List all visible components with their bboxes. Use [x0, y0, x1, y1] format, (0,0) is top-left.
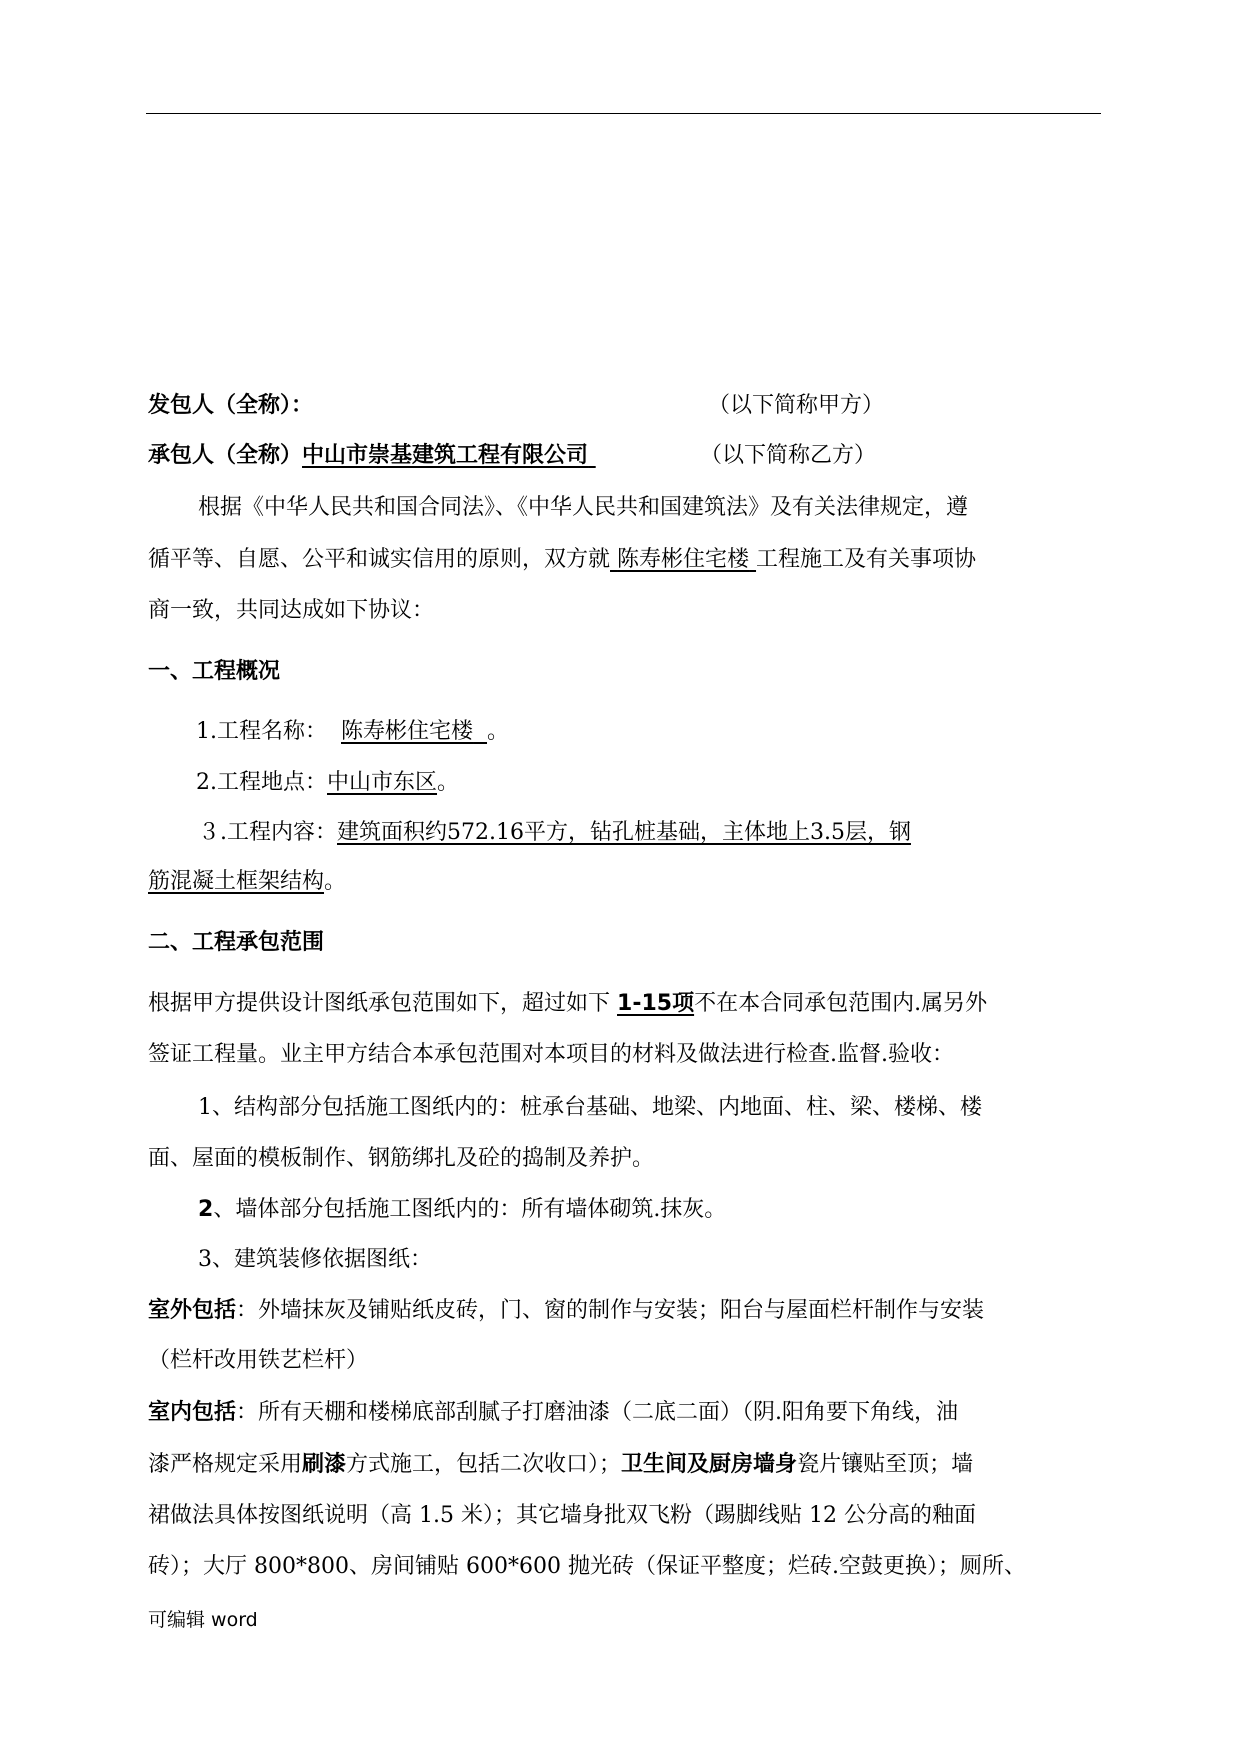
indoor-line-1	[148, 1395, 958, 1426]
item-3-label: ３.工程内容：	[198, 820, 337, 845]
item-3-cont	[148, 864, 346, 895]
intro-line-3: 商一致，共同达成如下协议：	[148, 598, 435, 623]
outdoor-line-1	[148, 1293, 984, 1324]
indoor-line-4: 砖）；大厅 800*800、房间铺贴 600*600 抛光砖（保证平整度；烂砖.空鼓更换）；厕所、	[148, 1554, 1026, 1579]
outdoor-label: 室外包括	[148, 1298, 237, 1323]
item-1-value: 陈寿彬住宅楼	[341, 719, 474, 744]
scope-line-1	[148, 986, 987, 1017]
item-3-end: 。	[324, 869, 347, 894]
item-1	[196, 714, 509, 745]
party-a-abbr: （以下简称甲方）	[708, 393, 885, 418]
item-3-value-2: 筋混凝土框架结构	[148, 869, 325, 894]
scope-post: 不在本合同承包范围内.属另外	[694, 991, 988, 1016]
party-b-line	[148, 438, 640, 469]
item-1-end: 。	[487, 719, 510, 744]
indoor-line-2-mid: 方式施工，包括二次收口）；	[346, 1452, 622, 1477]
item-1-label: 1.工程名称：	[196, 719, 327, 744]
indoor-line-2-post: 瓷片镶贴至顶；墙	[797, 1452, 974, 1477]
scope-items: 1-15项	[617, 991, 695, 1016]
section-2-title: 二、工程承包范围	[148, 930, 325, 955]
wall-line	[198, 1192, 726, 1223]
outdoor-line-2: （栏杆改用铁艺栏杆）	[148, 1348, 369, 1373]
indoor-line-2	[148, 1447, 973, 1478]
header-rule	[146, 113, 1101, 114]
scope-pre: 根据甲方提供设计图纸承包范围如下，超过如下	[148, 991, 611, 1016]
section-1-title: 一、工程概况	[148, 659, 281, 684]
wall-text: 、墙体部分包括施工图纸内的：所有墙体砌筑.抹灰。	[213, 1197, 727, 1222]
structure-line-1: 1、结构部分包括施工图纸内的：桩承台基础、地梁、内地面、柱、梁、楼梯、楼	[198, 1095, 982, 1120]
intro-project-name: 陈寿彬住宅楼	[617, 547, 750, 572]
item-2-label: 2.工程地点：	[196, 770, 327, 795]
indoor-line-2-pre: 漆严格规定采用	[148, 1452, 303, 1477]
item-2-value: 中山市东区	[327, 770, 438, 795]
decoration-line: 3、建筑装修依据图纸：	[198, 1247, 432, 1272]
intro-line-2-pre: 循平等、自愿、公平和诚实信用的原则，双方就	[148, 547, 611, 572]
item-2-end: 。	[437, 770, 460, 795]
item-2	[196, 765, 459, 796]
party-b-label: 承包人（全称）	[148, 443, 303, 468]
indoor-text-1: ：所有天棚和楼梯底部刮腻子打磨油漆（二底二面）（阴.阳角要下角线，油	[236, 1400, 959, 1425]
wall-num: 2	[198, 1197, 214, 1222]
intro-line-1: 根据《中华人民共和国合同法》、《中华人民共和国建筑法》及有关法律规定，遵	[198, 495, 969, 520]
scope-line-2: 签证工程量。业主甲方结合本承包范围对本项目的材料及做法进行检查.监督.验收：	[148, 1042, 954, 1067]
intro-line-2	[148, 542, 976, 573]
party-b-name: 中山市崇基建筑工程有限公司	[302, 443, 589, 468]
indoor-bold-2: 卫生间及厨房墙身	[621, 1452, 798, 1477]
outdoor-text: ：外墙抹灰及铺贴纸皮砖，门、窗的制作与安装；阳台与屋面栏杆制作与安装	[236, 1298, 985, 1323]
party-b-abbr: （以下简称乙方）	[700, 443, 877, 468]
structure-line-2: 面、屋面的模板制作、钢筋绑扎及砼的捣制及养护。	[148, 1146, 655, 1171]
item-3	[198, 815, 911, 846]
item-3-value-1: 建筑面积约572.16平方，钻孔桩基础，主体地上3.5层，钢	[337, 820, 911, 845]
indoor-label: 室内包括	[148, 1400, 237, 1425]
party-a-label: 发包人（全称）：	[148, 393, 314, 418]
intro-line-2-post: 工程施工及有关事项协	[756, 547, 977, 572]
footer-note: 可编辑 word	[148, 1609, 258, 1631]
indoor-line-3: 裙做法具体按图纸说明（高 1.5 米）；其它墙身批双飞粉（踢脚线贴 12 公分高的釉面	[148, 1503, 976, 1528]
party-b-blank	[588, 443, 640, 468]
indoor-bold-1: 刷漆	[302, 1452, 347, 1477]
